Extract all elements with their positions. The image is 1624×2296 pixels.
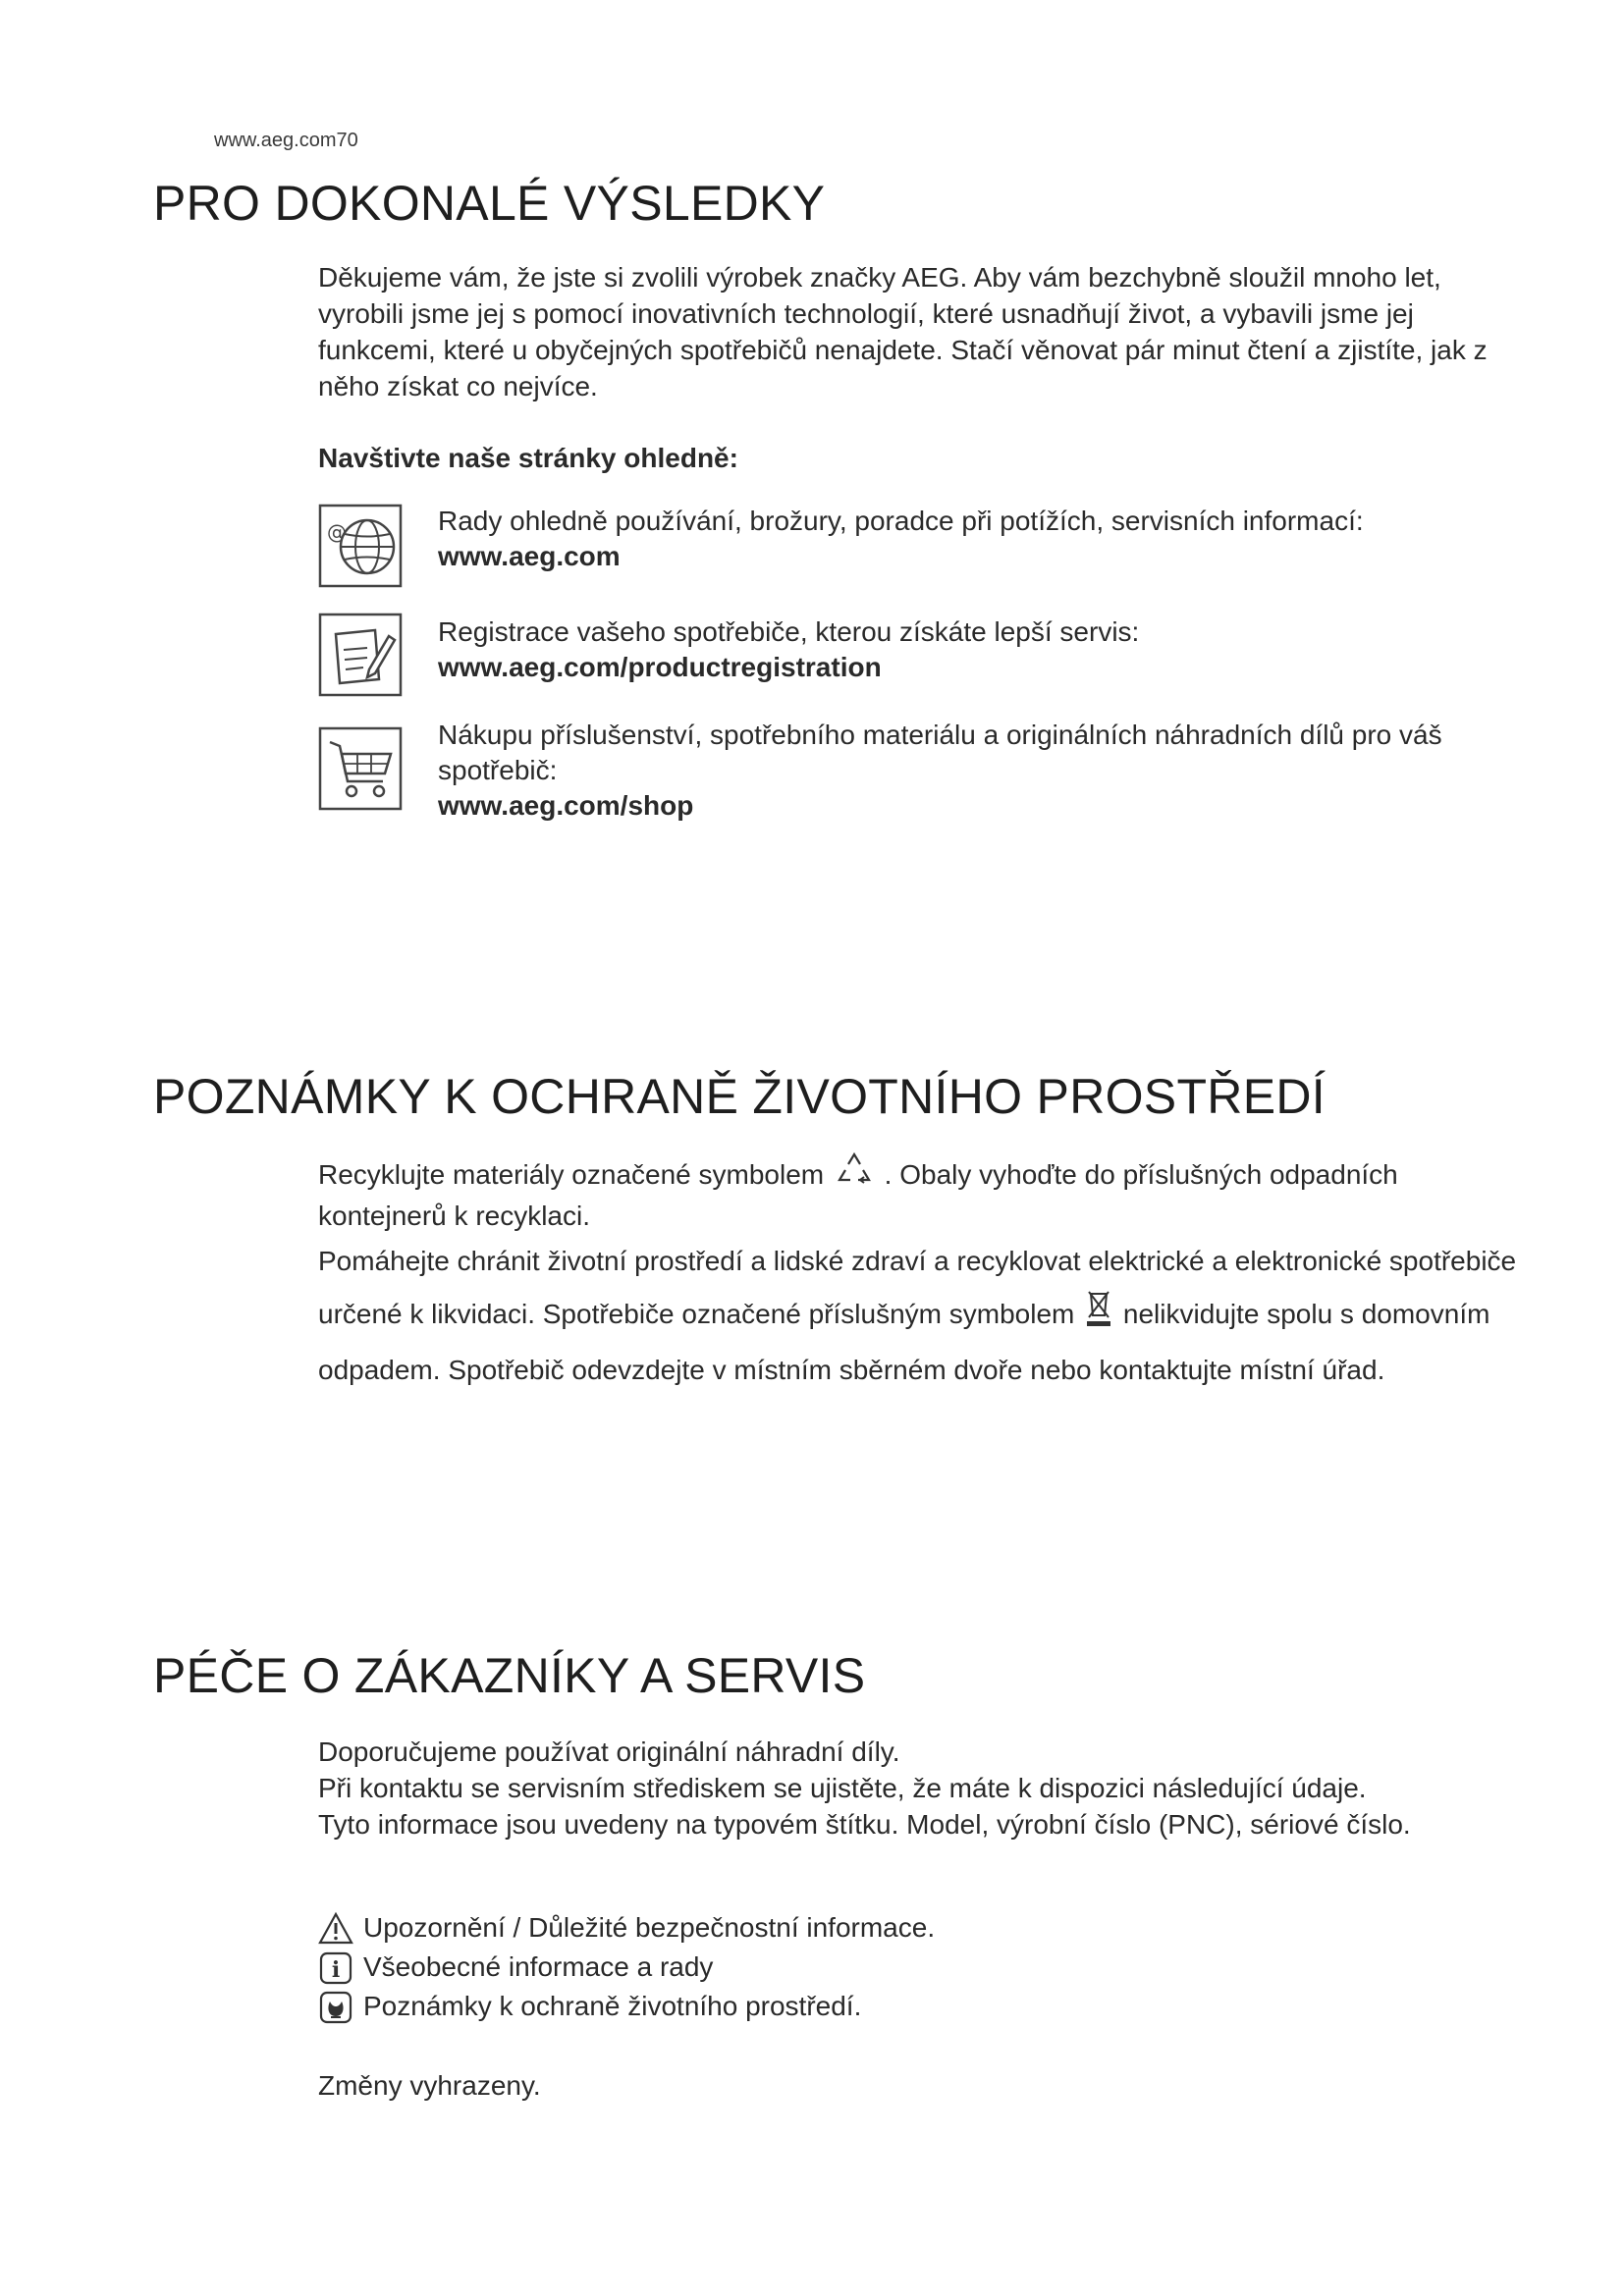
visit-item-description: Registrace vašeho spotřebiče, kterou získáte lepší servis: [438,616,1140,647]
page-header [214,130,358,152]
recycle-text-after: . Obaly vyhoďte do příslušných odpadních kontejnerů k recyklaci. [318,1159,1398,1231]
globe-icon [318,504,403,588]
svg-text:@: @ [327,520,347,544]
legend-text-info: Všeobecné informace a rady [363,1951,714,1982]
visit-item-description: Rady ohledně používání, brožury, poradce při potížích, servisních informací: [438,506,1364,536]
legend-text-environment: Poznámky k ochraně životního prostředí. [363,1991,862,2021]
recycle-text-before: Recyklujte materiály označené symbolem [318,1159,825,1190]
info-icon [318,1950,353,1986]
changes-reserved-note: Změny vyhrazeny. [318,2070,541,2101]
visit-item-text [438,504,1528,574]
link-shop[interactable]: www.aeg.com/shop [438,790,694,821]
registration-icon [318,613,403,697]
warning-icon [318,1911,353,1947]
page-number: 70 [336,130,358,151]
legend-text-warning: Upozornění / Důležité bezpečnostní informace. [363,1912,936,1943]
intro-paragraph [318,259,1526,404]
header-url[interactable]: www.aeg.com [214,130,337,151]
link-product-registration[interactable]: www.aeg.com/productregistration [438,652,882,682]
shopping-cart-icon [318,726,403,811]
environment-paragraph [318,1150,1526,1395]
environment-icon [318,1990,353,2025]
weee-text-after: nelikvidujte spolu s domovním odpadem. Spotřebič odevzdejte v místním sběrném dvoře nebo kontaktujte místní úřad. [318,1299,1490,1385]
care-line-2: Při kontaktu se servisním střediskem se ujistěte, že máte k dispozici následující údaje. [318,1773,1367,1803]
section-title-results: PRO DOKONALÉ VÝSLEDKY [153,176,826,231]
intro-text: Děkujeme vám, že jste si zvolili výrobek značky AEG. Aby vám bezchybně sloužil mnoho let, vyrobili jsme jej s pomocí inovativních technologií, které usnadňují život, a vybavili jsme jej funkcemi, které u obyčejných spotřebičů nenajdete. Stačí věnovat pár minut čtení a zjistíte, jak z něho získat co nejvíce. [318,262,1488,401]
recycle-icon [832,1150,877,1199]
visit-item-text [438,718,1528,824]
weee-text-before: Pomáhejte chránit životní prostředí a lidské zdraví a recyklovat elektrické a elektronické spotřebiče určené k likvidaci. Spotřebiče označené příslušným symbolem [318,1246,1517,1329]
visit-item-description: Nákupu příslušenství, spotřebního materiálu a originálních náhradních dílů pro váš spotřebič: [438,720,1442,785]
section-title-environment: POZNÁMKY K OCHRANĚ ŽIVOTNÍHO PROSTŘEDÍ [153,1069,1326,1124]
link-aeg-com[interactable]: www.aeg.com [438,541,621,571]
visit-heading: Navštivte naše stránky ohledně: [318,443,738,473]
care-line-3: Tyto informace jsou uvedeny na typovém štítku. Model, výrobní číslo (PNC), sériové číslo. [318,1809,1411,1840]
visit-item-text [438,614,1528,685]
crossed-bin-icon [1082,1286,1115,1345]
customer-care-paragraph [318,1734,1526,1842]
section-title-customer-care: PÉČE O ZÁKAZNÍKY A SERVIS [153,1648,866,1703]
care-line-1: Doporučujeme používat originální náhradní díly. [318,1736,900,1767]
svg-text:i: i [331,1957,341,1983]
